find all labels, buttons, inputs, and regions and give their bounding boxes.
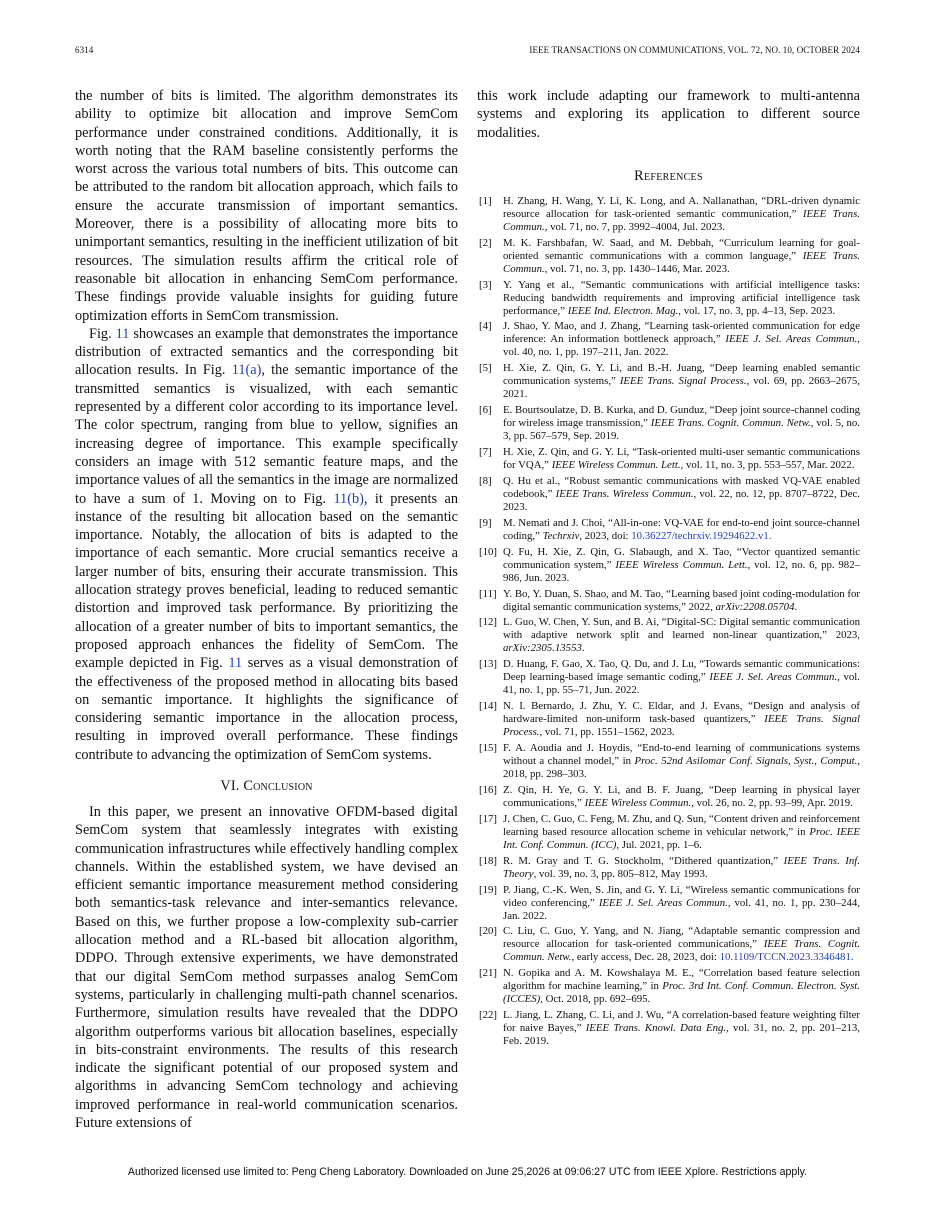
- reference-venue: IEEE J. Sel. Areas Commun.: [709, 671, 838, 684]
- reference-venue: Proc. IEEE Int. Conf. Commun. (ICC): [503, 825, 860, 851]
- reference-item: [477, 237, 860, 276]
- reference-venue: arXiv:2305.13553: [503, 642, 582, 655]
- reference-text: , vol. 12, no. 6, pp. 982–986, Jun. 2023.: [503, 558, 860, 584]
- reference-venue: IEEE Trans. Knowl. Data Eng.: [585, 1022, 727, 1035]
- reference-item: [477, 784, 860, 810]
- reference-list: [477, 195, 860, 1048]
- reference-item: [477, 1009, 860, 1048]
- figure-11-link[interactable]: 11: [115, 325, 130, 342]
- reference-text: L. Guo, W. Chen, Y. Sun, and B. Ai, “Digital-SC: Digital semantic communication with adaptive network split and learned non-linear quantization,” 2023,: [503, 616, 860, 642]
- reference-text: , vol. 71, no. 3, pp. 1430–1446, Mar. 2023.: [544, 262, 730, 275]
- reference-venue: IEEE Trans. Signal Process.: [503, 713, 860, 739]
- page-number: 6314: [75, 45, 94, 55]
- journal-title: IEEE TRANSACTIONS ON COMMUNICATIONS, VOL. 72, NO. 10, OCTOBER 2024: [529, 45, 860, 55]
- reference-text: C. Liu, C. Guo, Y. Yang, and N. Jiang, “Adaptable semantic compression and resource allocation for task-oriented communications,”: [503, 925, 860, 951]
- reference-text: N. I. Bernardo, J. Zhu, Y. C. Eldar, and J. Evans, “Design and analysis of hardware-limited non-uniform task-based quantizers,”: [503, 700, 860, 726]
- reference-text: , vol. 17, no. 3, pp. 4–13, Sep. 2023.: [678, 304, 836, 317]
- reference-text: , 2018, pp. 298–303.: [503, 755, 860, 780]
- reference-venue: arXiv:2208.05704: [715, 600, 795, 613]
- reference-number: [15]: [479, 742, 497, 755]
- reference-number: [14]: [479, 700, 497, 713]
- reference-number: [2]: [479, 236, 492, 249]
- license-footer: Authorized licensed use limited to: Peng Cheng Laboratory. Downloaded on June 25,2026 at 09:06:27 UTC from IEEE Xplore. Restrictions apply.: [127, 1166, 808, 1178]
- results-paragraph: the number of bits is limited. The algorithm demonstrates its ability to optimize bit allocation and improve SemCom performance under constrained conditions. Additionally, it is worth noting that the RAM baseline consistently performs the worst across the various total numbers of bits. This outcome can be attributed to the random bit allocation approach, which fails to ensure the accurate transmission of important semantics. Moreover, there is a possibility of allocating more bits to unimportant semantics, resulting in the inefficient utilization of bit resources. The simulation results affirm the critical role of reasonable bit allocation in enhancing SemCom performance. These findings provide valuable insights for guiding future optimization efforts in SemCom transmission.: [75, 88, 458, 324]
- reference-item: [477, 320, 860, 359]
- right-column: [477, 87, 860, 1051]
- left-column: [75, 87, 458, 1132]
- reference-text: H. Xie, Z. Qin, G. Y. Li, and B.-H. Juang, “Deep learning enabled semantic communication systems,”: [503, 362, 860, 388]
- reference-item: [477, 446, 860, 472]
- reference-item: [477, 925, 860, 964]
- reference-number: [22]: [479, 1009, 497, 1022]
- reference-item: [477, 517, 860, 543]
- reference-text: Q. Fu, H. Xie, Z. Qin, G. Slabaugh, and X. Tao, “Vector quantized semantic communication system,”: [503, 545, 860, 571]
- conclusion-continuation: this work include adapting our framework to multi-antenna systems and exploring its application to different source modalities.: [477, 88, 860, 141]
- reference-venue: IEEE Trans. Inf. Theory: [503, 854, 860, 880]
- reference-text: P. Jiang, C.-K. Wen, S. Jin, and G. Y. Li, “Wireless semantic communications for video conferencing,”: [503, 883, 860, 909]
- figure-11b-link[interactable]: 11(b): [333, 490, 364, 507]
- reference-text: , Jul. 2021, pp. 1–6.: [616, 838, 702, 851]
- reference-number: [20]: [479, 925, 497, 938]
- reference-number: [16]: [479, 783, 497, 796]
- reference-number: [11]: [479, 587, 497, 600]
- reference-text: , vol. 22, no. 12, pp. 8707–8722, Dec. 2023.: [503, 487, 860, 513]
- running-header: [75, 45, 860, 59]
- figure-discussion-paragraph: Fig. 11 showcases an example that demonstrates the importance distribution of extracted semantics and the corresponding bit allocation results. In Fig. 11(a), the semantic importance of the transmitted semantics is visualized, with each semantic represented by a different color according to its importance level. The color spectrum, ranging from blue to yellow, signifies an increasing degree of importance. This example specifically considers an image with 512 semantic feature maps, and the importance values of all the semantics in the image are normalized to have a sum of 1. Moving on to Fig. 11(b), it presents an instance of the resulting bit allocation based on the semantic importance. Notably, the allocation of bits is adapted to the importance of each semantic. More crucial semantics receive a larger number of bits, ensuring their accurate transmission. This allocation strategy proves beneficial, leading to reduced semantic distortion and improved task performance. By prioritizing the allocation of a greater number of bits to important semantics, the proposed approach enhances the fidelity of SemCom. The example depicted in Fig. 11 serves as a visual demonstration of the effectiveness of the proposed method in allocating bits based on semantic importance. It highlights the significance of considering semantic importance in the allocation process, resulting in improved overall performance. These findings contribute to advancing the optimization of SemCom systems.: [75, 325, 458, 763]
- reference-text: L. Jiang, L. Zhang, C. Li, and J. Wu, “A correlation-based feature weighting filter for naive Bayes,”: [503, 1009, 860, 1035]
- references-heading: References: [634, 167, 703, 184]
- reference-number: [3]: [479, 278, 492, 291]
- reference-text: E. Bourtsoulatze, D. B. Kurka, and D. Gunduz, “Deep joint source-channel coding for wireless image transmission,”: [503, 404, 860, 430]
- reference-item: [477, 279, 860, 318]
- conclusion-heading: VI. Conclusion: [220, 777, 313, 794]
- reference-number: [18]: [479, 854, 497, 867]
- reference-number: [1]: [479, 194, 492, 207]
- figure-11-link[interactable]: 11: [228, 655, 243, 672]
- reference-text: , vol. 69, pp. 2663–2675, 2021.: [503, 375, 860, 401]
- reference-venue: Techrxiv: [542, 529, 580, 542]
- reference-venue: Proc. 52nd Asilomar Conf. Signals, Syst., Comput.: [634, 755, 858, 768]
- reference-number: [6]: [479, 404, 492, 417]
- conclusion-paragraph: In this paper, we present an innovative OFDM-based digital SemCom system that seamlessly integrates with existing communication infrastructures while effectively handling complex channels. Within the established system, we have devised an efficient semantic importance measurement method considering both semantics-task relevance and inter-semantics relevance. Based on this, we further propose a low-complexity sub-carrier allocation method and a RL-based bit allocation algorithm, DDPO. Through extensive experiments, we have demonstrated that our digital SemCom method surpasses analog SemCom systems, particularly in challenging multi-path channel scenarios. Furthermore, simulation results have revealed that the DDPO algorithm outperforms various bit allocation baselines, especially in bits-constraint environments. The results of this research indicate the significant potential of our proposed system and algorithms in advancing SemCom technology and achieving improved performance in real-world communication scenarios. Future extensions of: [75, 803, 458, 1132]
- reference-number: [17]: [479, 812, 497, 825]
- reference-text: Q. Hu et al., “Robust semantic communications with masked VQ-VAE enabled codebook,”: [503, 474, 860, 500]
- reference-venue: IEEE Trans. Cognit. Commun. Netw.: [503, 938, 860, 964]
- reference-number: [7]: [479, 446, 492, 459]
- reference-text: , vol. 26, no. 2, pp. 93–99, Apr. 2019.: [691, 796, 853, 809]
- reference-text: .: [581, 642, 585, 655]
- reference-text: , vol. 41, no. 1, pp. 230–244, Jan. 2022.: [503, 896, 861, 922]
- reference-item: [477, 813, 860, 852]
- reference-venue: IEEE Trans. Commun.: [503, 249, 860, 275]
- reference-item: [477, 616, 860, 655]
- reference-number: [19]: [479, 883, 497, 896]
- reference-item: [477, 362, 860, 401]
- reference-venue: IEEE Trans. Signal Process.: [619, 375, 747, 388]
- reference-number: [5]: [479, 362, 492, 375]
- reference-number: [10]: [479, 545, 497, 558]
- reference-text: F. A. Aoudia and J. Hoydis, “End-to-end learning of communications systems without a channel model,” in: [503, 742, 860, 768]
- reference-text: Y. Yang et al., “Semantic communications with artificial intelligence tasks: Reducing bandwidth requirements and improving artificial intelligence task performance,”: [503, 278, 860, 317]
- reference-number: [12]: [479, 616, 497, 629]
- reference-venue: IEEE Wireless Commun. Lett.: [615, 558, 748, 571]
- figure-11a-link[interactable]: 11(a): [231, 362, 262, 379]
- reference-text: D. Huang, F. Gao, X. Tao, Q. Du, and J. Lu, “Towards semantic communications: Deep learning-based image semantic coding,”: [503, 658, 860, 684]
- reference-venue: IEEE Trans. Commun.: [503, 207, 860, 233]
- reference-text: , vol. 41, no. 1, pp. 55–71, Jun. 2022.: [503, 671, 860, 697]
- reference-item: [477, 658, 860, 697]
- reference-venue: IEEE J. Sel. Areas Commun.: [598, 896, 728, 909]
- reference-text: M. Nemati and J. Choi, “All-in-one: VQ-VAE for end-to-end joint source-channel coding,”: [503, 516, 860, 542]
- reference-item: [477, 855, 860, 881]
- reference-text: H. Xie, Z. Qin, and G. Y. Li, “Task-oriented multi-user semantic communications for VQA,”: [503, 446, 860, 471]
- reference-text: Y. Bo, Y. Duan, S. Shao, and M. Tao, “Learning based joint coding-modulation for digital semantic communication systems,” 2022,: [503, 587, 860, 613]
- doi-link[interactable]: 10.1109/TCCN.2023.3346481.: [719, 951, 854, 964]
- reference-text: , vol. 40, no. 1, pp. 197–211, Jan. 2022.: [503, 333, 860, 359]
- reference-text: .: [794, 600, 798, 613]
- reference-text: R. M. Gray and T. G. Stockholm, “Dithered quantization,”: [503, 854, 784, 867]
- reference-venue: Proc. 3rd Int. Conf. Commun. Electron. Syst. (ICCES): [503, 980, 860, 1006]
- reference-text: , vol. 11, no. 3, pp. 553–557, Mar. 2022.: [680, 459, 855, 471]
- reference-text: , vol. 5, no. 3, pp. 567–579, Sep. 2019.: [503, 417, 860, 443]
- reference-text: J. Shao, Y. Mao, and J. Zhang, “Learning task-oriented communication for edge inference: An information bottleneck approach,”: [503, 320, 860, 346]
- reference-text: , early access, Dec. 28, 2023, doi:: [571, 951, 720, 964]
- reference-venue: IEEE Trans. Cognit. Commun. Netw.: [650, 417, 811, 430]
- reference-venue: IEEE Wireless Commun.: [584, 796, 692, 809]
- reference-item: [477, 404, 860, 443]
- reference-venue: IEEE Ind. Electron. Mag.: [567, 304, 679, 317]
- reference-number: [8]: [479, 474, 492, 487]
- reference-text: H. Zhang, H. Wang, Y. Li, K. Long, and A. Nallanathan, “DRL-driven dynamic resource allocation for task-oriented semantic communication,”: [503, 194, 860, 220]
- reference-item: [477, 546, 860, 585]
- reference-number: [21]: [479, 967, 497, 980]
- reference-venue: IEEE Wireless Commun. Lett.: [551, 459, 681, 471]
- reference-item: [477, 588, 860, 614]
- reference-text: , vol. 71, no. 7, pp. 3992–4004, Jul. 2023.: [544, 220, 725, 233]
- reference-text: M. K. Farshbafan, W. Saad, and M. Debbah, “Curriculum learning for goal-oriented semantic communications with a common language,”: [503, 236, 860, 262]
- reference-item: [477, 967, 860, 1006]
- reference-item: [477, 742, 860, 781]
- reference-item: [477, 195, 860, 234]
- reference-text: J. Chen, C. Guo, C. Feng, M. Zhu, and Q. Sun, “Content driven and reinforcement learning based resource allocation scheme in vehicular network,” in: [503, 812, 860, 838]
- doi-link[interactable]: 10.36227/techrxiv.19294622.v1.: [631, 529, 772, 542]
- reference-text: , 2023, doi:: [579, 529, 632, 542]
- reference-item: [477, 700, 860, 739]
- reference-number: [13]: [479, 658, 497, 671]
- reference-text: Z. Qin, H. Ye, G. Y. Li, and B. F. Juang, “Deep learning in physical layer communications,”: [503, 783, 860, 809]
- reference-text: N. Gopika and A. M. Kowshalaya M. E., “Correlation based feature selection algorithm for machine learning,” in: [503, 967, 860, 993]
- reference-number: [4]: [479, 320, 492, 333]
- reference-text: , Oct. 2018, pp. 692–695.: [540, 993, 651, 1006]
- reference-text: , vol. 39, no. 3, pp. 805–812, May 1993.: [533, 867, 708, 880]
- reference-item: [477, 884, 860, 923]
- reference-text: , vol. 71, pp. 1551–1562, 2023.: [539, 726, 675, 739]
- reference-venue: IEEE Trans. Wireless Commun.: [555, 487, 694, 500]
- reference-item: [477, 475, 860, 514]
- reference-number: [9]: [479, 516, 492, 529]
- reference-venue: IEEE J. Sel. Areas Commun.: [725, 333, 858, 346]
- reference-text: , vol. 31, no. 2, pp. 201–213, Feb. 2019.: [503, 1022, 861, 1048]
